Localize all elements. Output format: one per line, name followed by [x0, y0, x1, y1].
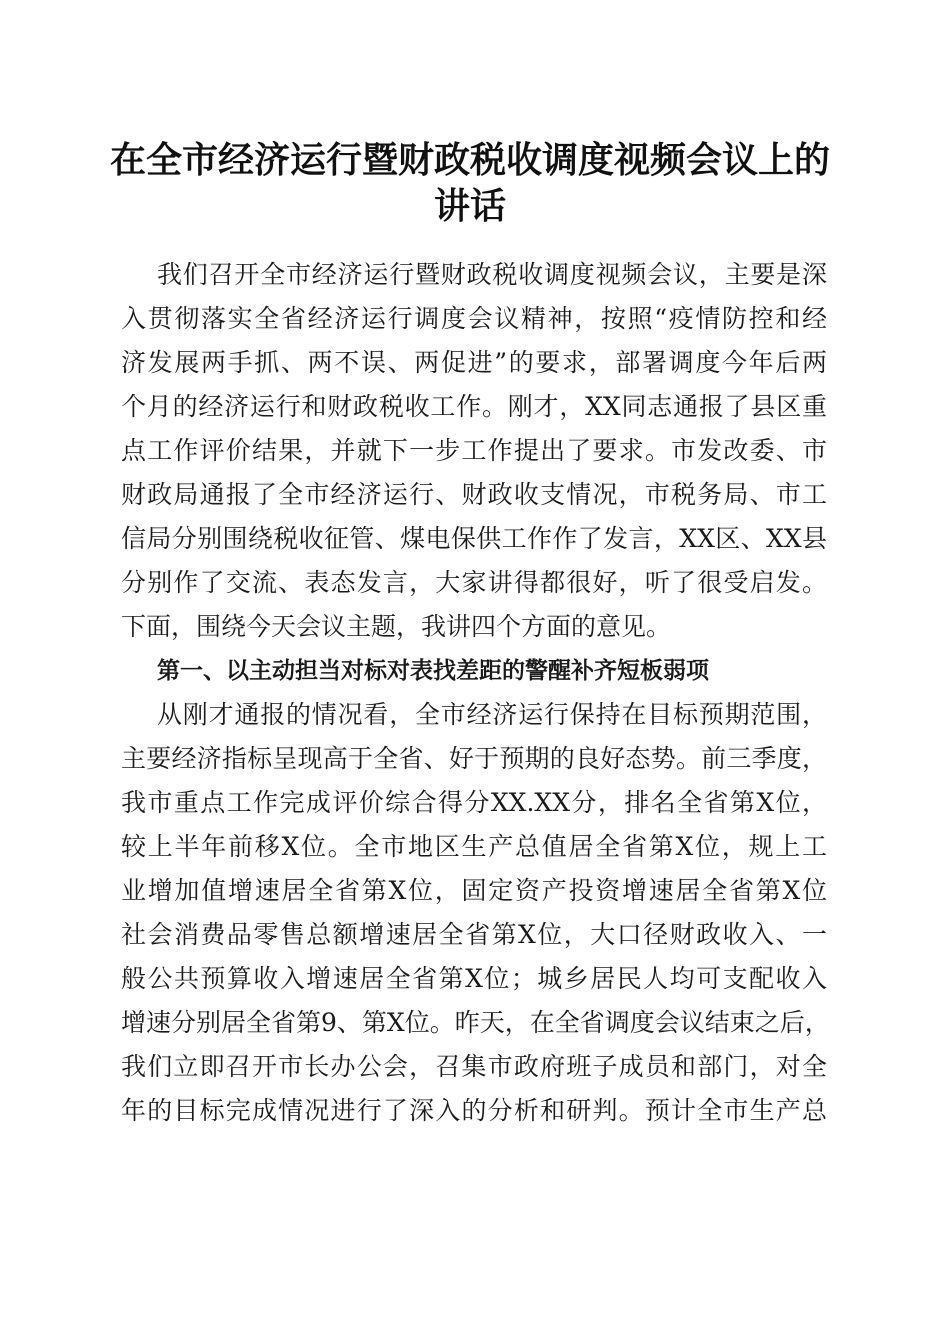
paragraph-line: 分别作了交流、表态发言，大家讲得都很好，听了很受启发。 [121, 568, 827, 597]
paragraph-line: 般公共预算收入增速居全省第X位；城乡居民人均可支配收入 [121, 964, 827, 993]
paragraph-line: 点工作评价结果，并就下一步工作提出了要求。市发改委、市 [121, 436, 827, 465]
paragraph-line: 增速分别居全省第9、第X位。昨天，在全省调度会议结束之后， [121, 1008, 830, 1037]
paragraph-line: 我们召开全市经济运行暨财政税收调度视频会议，主要是深 [157, 260, 827, 289]
paragraph-line: 下面，围绕今天会议主题，我讲四个方面的意见。 [121, 612, 672, 641]
section-heading: 第一、以主动担当对标对表找差距的警醒补齐短板弱项 [157, 657, 709, 684]
paragraph-line: 年的目标完成情况进行了深入的分析和研判。预计全市生产总 [121, 1096, 827, 1125]
paragraph-line: 信局分别围绕税收征管、煤电保供工作作了发言，XX区、XX县 [121, 524, 827, 553]
document-title-line-1: 在全市经济运行暨财政税收调度视频会议上的 [109, 139, 830, 181]
paragraph-line: 入贯彻落实全省经济运行调度会议精神，按照“疫情防控和经 [121, 304, 827, 333]
document-title-line-2: 讲话 [433, 185, 506, 227]
paragraph-line: 我市重点工作完成评价综合得分XX.XX分，排名全省第X位， [121, 788, 827, 817]
paragraph-line: 社会消费品零售总额增速居全省第X位，大口径财政收入、一 [121, 920, 827, 949]
paragraph-line: 财政局通报了全市经济运行、财政收支情况，市税务局、市工 [121, 480, 827, 509]
paragraph-line: 较上半年前移X位。全市地区生产总值居全省第X位，规上工 [121, 832, 827, 861]
paragraph-line: 从刚才通报的情况看，全市经济运行保持在目标预期范围， [157, 700, 827, 729]
paragraph-line: 业增加值增速居全省第X位，固定资产投资增速居全省第X位 [121, 876, 827, 905]
paragraph-line: 我们立即召开市长办公会，召集市政府班子成员和部门，对全 [121, 1052, 827, 1081]
paragraph-line: 主要经济指标呈现高于全省、好于预期的良好态势。前三季度， [121, 744, 827, 773]
paragraph-line: 个月的经济运行和财政税收工作。刚才，XX同志通报了县区重 [121, 392, 827, 421]
paragraph-line: 济发展两手抓、两不误、两促进”的要求，部署调度今年后两 [121, 348, 827, 377]
